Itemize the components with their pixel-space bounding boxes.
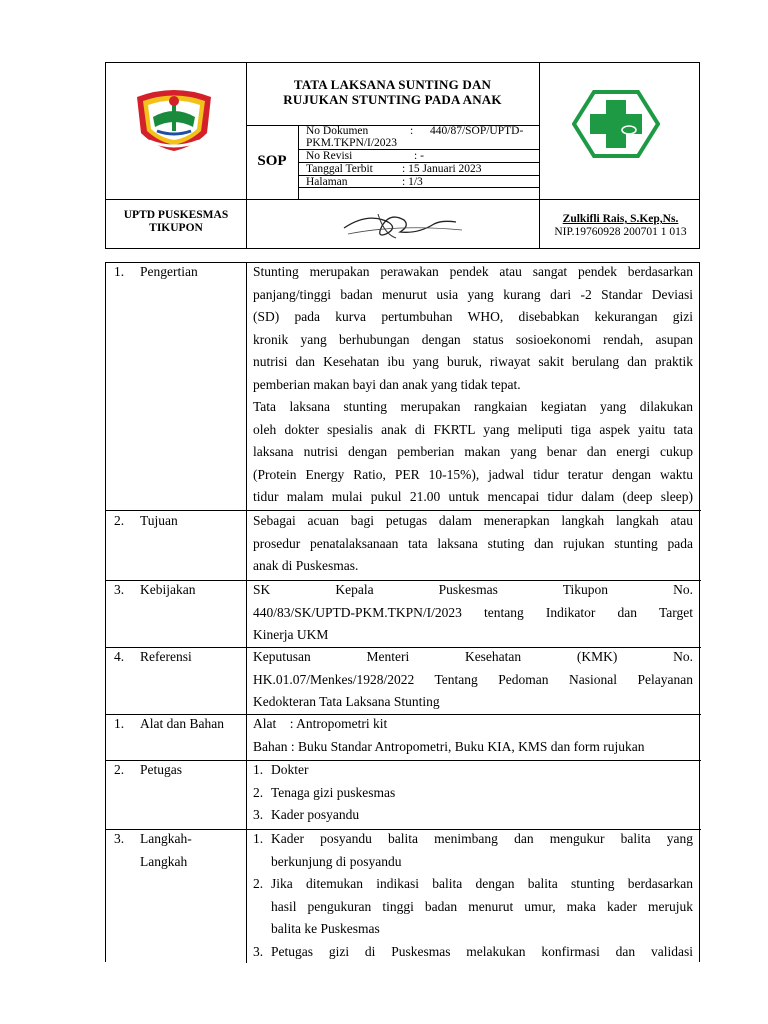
organization-name: UPTD PUSKESMAS TIKUPON (123, 209, 229, 234)
row-label-tujuan: 2. Tujuan (114, 513, 178, 528)
row-content-alat-bahan: Alat : Antropometri kit Bahan : Buku Standar Antropometri, Buku KIA, KMS dan form rujukan (253, 716, 645, 754)
signature-icon (338, 204, 466, 242)
sop-label: SOP (257, 153, 287, 169)
row-label-pengertian: 1. Pengertian (114, 264, 198, 279)
signer-name: Zulkifli Rais, S.Kep,Ns. (562, 213, 679, 225)
row-label-kebijakan: 3. Kebijakan (114, 582, 196, 597)
row-label-petugas: 2. Petugas (114, 762, 182, 777)
list-item: 3. Kader posyandu (253, 807, 360, 822)
row-content-langkah (253, 828, 693, 963)
list-item: 3. Petugas gizi di Puskesmas melakukan konfirmasi dan validasi (253, 943, 693, 959)
list-item: 1. Dokter (253, 762, 309, 777)
row-label-referensi: 4. Referensi (114, 649, 192, 664)
list-item: 2. Jika ditemukan indikasi balita dengan balita stunting berdasarkan hasil pengukuran tinggi badan menurut umur, maka kader merujuk balita ke Puskesmas (253, 876, 693, 936)
signer-nip: NIP.19760928 200701 1 013 (554, 226, 687, 238)
sop-header-table: TATA LAKSANA SUNTING DAN RUJUKAN STUNTING PADA ANAK SOP No Dokumen : 440/87/SOP/UPTD- PKM.TKPN/I/2023 No Revisi : - Tanggal Terbit : 15 Januari 2023 Halaman : 1/3 UPTD PUSKESMAS TIKUPON Zulkifli Rais, S.Kep,Ns. NIP.19760928 200701 1 013 (105, 62, 700, 249)
row-label-langkah: 3. Langkah- Langkah (114, 831, 192, 869)
list-item: 2. Tenaga gizi puskesmas (253, 784, 396, 800)
row-content-kebijakan: SK Kepala Puskesmas Tikupon No. 440/83/SK/UPTD-PKM.TKPN/I/2023 tentang Indikator dan Target Kinerja UKM (253, 582, 693, 642)
puskesmas-logo-icon (572, 90, 660, 158)
row-content-tujuan: Sebagai acuan bagi petugas dalam menerapkan langkah langkah atau prosedur penatalaksanaan tata laksana stuting dan rujukan stunting pada anak di Puskesmas. (253, 513, 693, 573)
row-content-petugas (253, 759, 693, 827)
row-content-referensi: Keputusan Menteri Kesehatan (KMK) No. HK.01.07/Menkes/1928/2022 Tentang Pedoman Nasional Pelayanan Kedokteran Tata Laksana Stunting (253, 649, 693, 709)
row-content-pengertian: Stunting merupakan perawakan pendek atau sangat pendek berdasarkan panjang/tinggi badan menurut usia yang kurang dari -2 Standar Deviasi (SD) pada kurva pertumbuhan WHO, disebabkan kekurangan gizi kronik yang berhubungan dengan status sosioekonomi rendah, asupan nutrisi dan Kesehatan ibu yang buruk, riwayat sakit berulang dan praktik pemberian makan bayi dan anak yang tidak tepat. Tata laksana stunting merupakan rangkaian kegiatan yang dilakukan oleh dokter spesialis anak di FKRTL yang meliputi tiga aspek yaitu tata laksana nutrisi dengan pemberian makan yang benar dan energi cukup (Protein Energy Ratio, PER 10-15%), jadwal tidur teratur dengan waktu tidur malam mulai pukul 21.00 untuk mencapai tidur dalam (deep sleep) (253, 264, 693, 504)
row-label-alat-bahan: 1. Alat dan Bahan (114, 716, 224, 731)
list-item: 1. Kader posyandu balita menimbang dan mengukur balita yang berkunjung di posyandu (253, 831, 693, 869)
sop-content-table (105, 262, 700, 962)
regional-emblem-icon (133, 87, 215, 153)
document-title: TATA LAKSANA SUNTING DAN RUJUKAN STUNTING PADA ANAK (283, 77, 502, 107)
